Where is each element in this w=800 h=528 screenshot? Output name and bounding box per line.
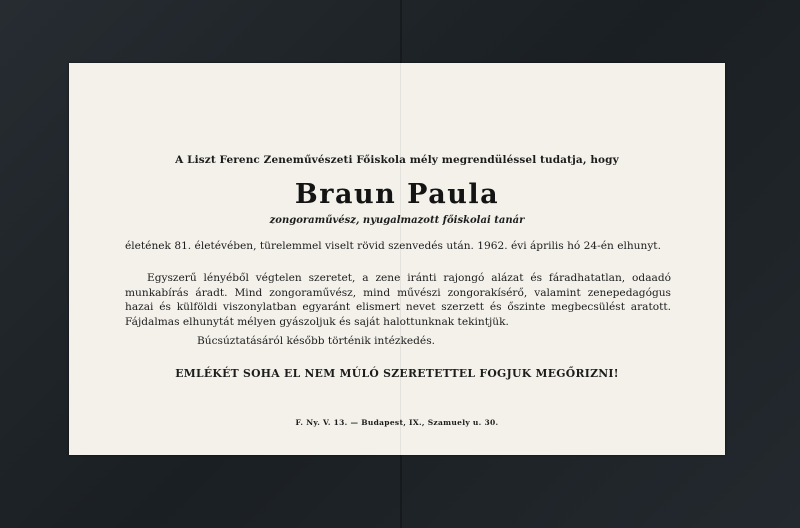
printer-footer: F. Ny. V. 13. — Budapest, IX., Szamuely u. 30. (295, 418, 499, 427)
paragraph-funeral-arrangements: Búcsúztatásáról később történik intézkedés. (197, 335, 435, 347)
paper-crease (400, 63, 401, 455)
notice-intro: A Liszt Ferenc Zeneművészeti Főiskola mély megrendüléssel tudatja, hogy (175, 154, 619, 166)
deceased-title: zongoraművész, nyugalmazott főiskolai tanár (269, 215, 525, 226)
paragraph-death-details: életének 81. életévében, türelemmel viselt rövid szenvedés után. 1962. évi április hó 24-én elhunyt. (125, 240, 661, 252)
paragraph-tribute: Egyszerű lényéből végtelen szeretet, a zene iránti rajongó alázat és fáradhatatlan, odaadó munkabírás áradt. Mind zongoraművész, mind művészi zongorakísérő, valamint zenepedagógus hazai és külföldi viszonylatban egyaránt elismert nevet szerzett és őszinte megbecsülést aratott. Fájdalmas elhunytát mélyen gyászoljuk és saját halottunknak tekintjük. (125, 272, 671, 328)
deceased-name: Braun Paula (294, 179, 500, 210)
obituary-notice-sheet (69, 63, 725, 455)
closing-statement: EMLÉKÉT SOHA EL NEM MÚLÓ SZERETETTEL FOGJUK MEGŐRIZNI! (175, 367, 619, 380)
